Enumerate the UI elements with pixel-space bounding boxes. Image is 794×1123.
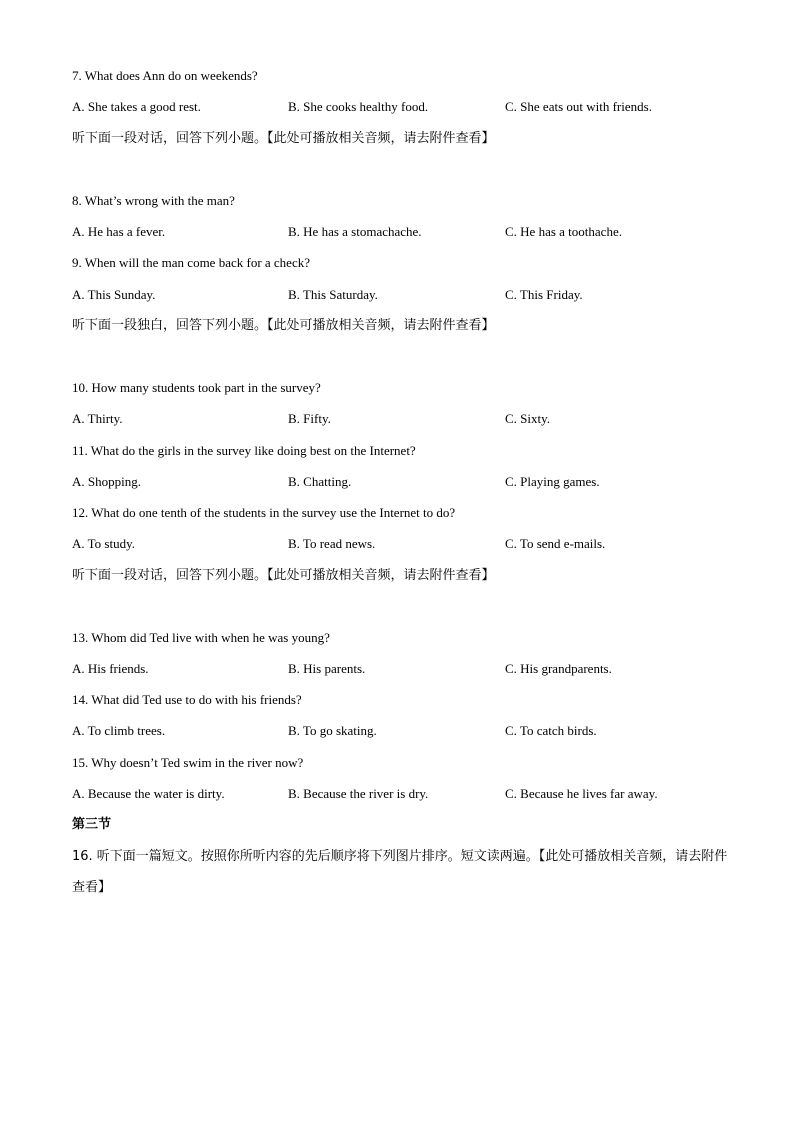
q13-option-b: B. His parents. [288, 661, 366, 676]
q10-option-b: B. Fifty. [288, 411, 331, 426]
question-11: 11. What do the girls in the survey like doing best on the Internet? [72, 443, 416, 458]
q14-option-b: B. To go skating. [288, 723, 377, 738]
question-8: 8. What’s wrong with the man? [72, 193, 235, 208]
question-7: 7. What does Ann do on weekends? [72, 68, 258, 83]
q8-option-b: B. He has a stomachache. [288, 224, 422, 239]
q14-option-a: A. To climb trees. [72, 723, 166, 738]
q12-option-c: C. To send e-mails. [505, 536, 606, 551]
q14-option-c: C. To catch birds. [505, 723, 597, 738]
q11-option-c: C. Playing games. [505, 474, 600, 489]
q12-option-b: B. To read news. [288, 536, 376, 551]
q9-option-b: B. This Saturday. [288, 287, 378, 302]
question-15: 15. Why doesn’t Ted swim in the river now? [72, 755, 304, 770]
q7-option-b: B. She cooks healthy food. [288, 99, 429, 114]
question-12: 12. What do one tenth of the students in the survey use the Internet to do? [72, 505, 456, 520]
question-14: 14. What did Ted use to do with his friends? [72, 692, 302, 707]
section-heading: 第三节 [72, 817, 112, 832]
q10-option-a: A. Thirty. [72, 411, 123, 426]
q9-option-c: C. This Friday. [505, 287, 583, 302]
listening-instruction: 听下面一段对话，回答下列小题。【此处可播放相关音频，请去附件查看】 [72, 568, 495, 583]
q11-option-a: A. Shopping. [72, 474, 141, 489]
q13-option-c: C. His grandparents. [505, 661, 612, 676]
q15-option-b: B. Because the river is dry. [288, 786, 429, 801]
q15-option-c: C. Because he lives far away. [505, 786, 658, 801]
question-10: 10. How many students took part in the survey? [72, 380, 321, 395]
q15-option-a: A. Because the water is dirty. [72, 786, 225, 801]
listening-instruction: 听下面一段对话，回答下列小题。【此处可播放相关音频，请去附件查看】 [72, 131, 495, 146]
listening-instruction: 听下面一段独白，回答下列小题。【此处可播放相关音频，请去附件查看】 [72, 318, 495, 333]
q7-option-c: C. She eats out with friends. [505, 99, 652, 114]
q12-option-a: A. To study. [72, 536, 136, 551]
question-9: 9. When will the man come back for a check? [72, 255, 310, 270]
question-16: 16. 听下面一篇短文。按照你所听内容的先后顺序将下列图片排序。短文读两遍。【此处可播放相关音频，请去附件查看】 [72, 849, 728, 895]
q8-option-c: C. He has a toothache. [505, 224, 622, 239]
q9-option-a: A. This Sunday. [72, 287, 156, 302]
q10-option-c: C. Sixty. [505, 411, 551, 426]
q11-option-b: B. Chatting. [288, 474, 352, 489]
q8-option-a: A. He has a fever. [72, 224, 166, 239]
q7-option-a: A. She takes a good rest. [72, 99, 201, 114]
q13-option-a: A. His friends. [72, 661, 149, 676]
question-13: 13. Whom did Ted live with when he was young? [72, 630, 330, 645]
